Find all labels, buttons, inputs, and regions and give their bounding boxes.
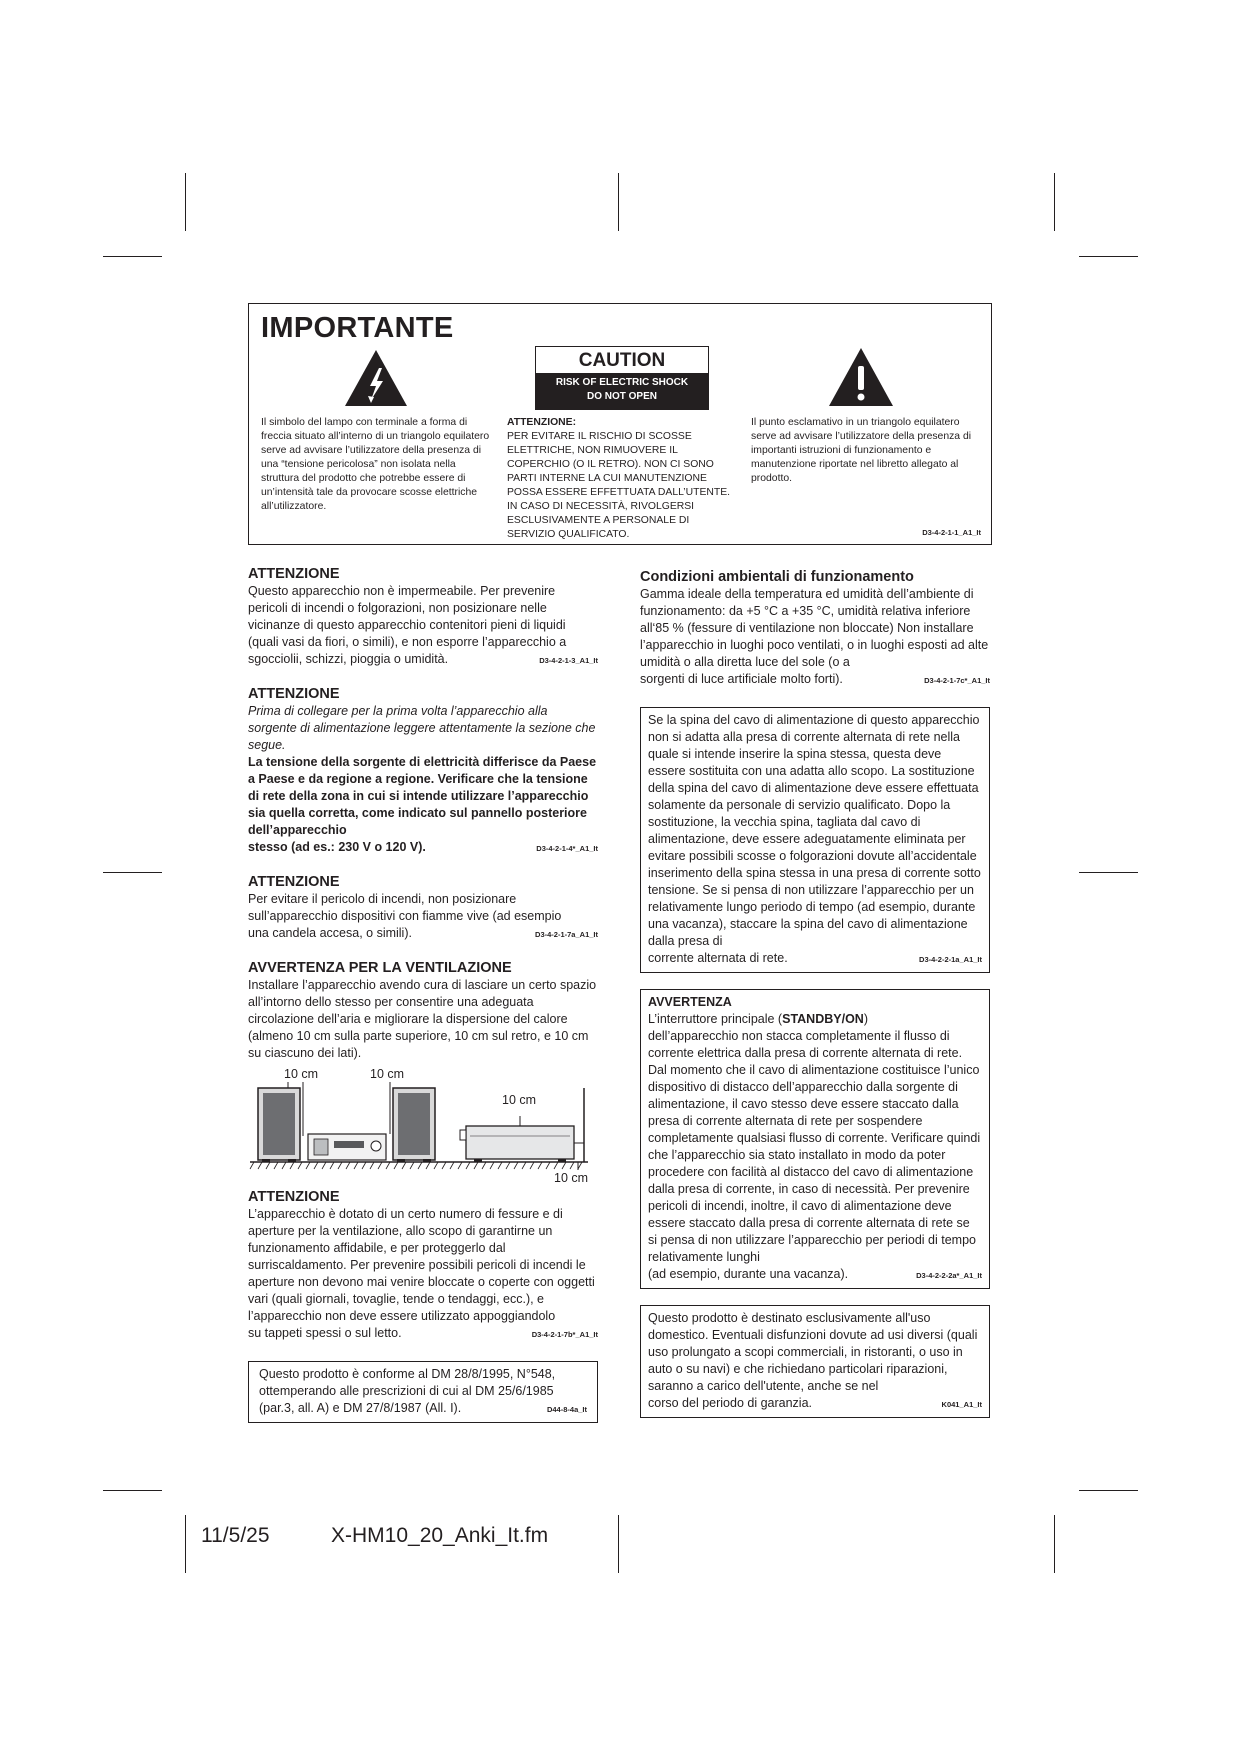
- reference-code: D3-4-2-2-2a*_A1_It: [916, 1271, 982, 1280]
- crop-mark: [185, 1515, 186, 1573]
- caution-sub-line: DO NOT OPEN: [586, 391, 657, 402]
- crop-mark: [1079, 872, 1138, 873]
- crop-mark: [1079, 1490, 1138, 1491]
- box-text: dell’apparecchio non stacca completamente il flusso di corrente elettrica dalla presa di corrente alternata di rete. Dal momento che il cavo di alimentazione costituisce l’unico dispositivo di distacco dell’apparecchio dalla sorgente di alimentazione, il cavo stesso deve essere staccato dalla presa di corrente alternata di rete per sospendere completamente qualsiasi flusso di corrente. Verificare quindi che l’apparecchio sia stato installato in modo da poter procedere con facilità al distacco del cavo di alimentazione dalla presa di corrente, in caso di necessità. Per prevenire pericoli di incendi, inoltre, il cavo di alimentazione deve essere staccato dalla presa di corrente alternata di rete se si pensa di non utilizzare l’apparecchio per periodi di tempo relativamente lunghi: [648, 1029, 981, 1264]
- importante-box: [248, 303, 992, 545]
- operating-conditions-section: [640, 568, 990, 689]
- dm-conformity-box: [248, 1361, 598, 1423]
- ventilation-illustration: [248, 1066, 598, 1186]
- attenzione-voltage-section: [248, 685, 598, 857]
- exclamation-warning-icon: [827, 346, 895, 408]
- reference-code: D3-4-2-2-1a_A1_It: [919, 955, 982, 964]
- section-bold-text: La tensione della sorgente di elettricità differisce da Paese a Paese e da regione a regione. Verificare che la tensione di rete della zona in cui si intende utilizzare l’apparecchio sia quella corretta, come indicato sul pannello posteriore dell’apparecchio: [248, 755, 597, 837]
- crop-mark: [103, 256, 162, 257]
- crop-mark: [1054, 1515, 1055, 1573]
- dimension-label: 10 cm: [554, 1171, 589, 1185]
- reference-code: D3-4-2-1-1_A1_It: [922, 528, 981, 537]
- section-text: L’apparecchio è dotato di un certo numero di fessure e di aperture per la ventilazione, allo scopo di garantirne un funzionamento affidabile, e per proteggerlo dal surriscaldamento. Per prevenire possibili pericoli di incendi le aperture non devono mai venire bloccate o coperte con oggetti vari (quali giornali, tovaglie, tende o tendaggi, ecc.), e l’apparecchio non deve essere utilizzato appoggiandolo: [248, 1207, 595, 1323]
- section-text: Per evitare il pericolo di incendi, non posizionare sull’apparecchio dispositivi con fiamme vive (ad esempio: [248, 892, 562, 923]
- box-text-intro-end: ): [863, 1012, 868, 1026]
- section-heading: ATTENZIONE: [248, 1189, 340, 1205]
- box-heading: AVVERTENZA: [648, 995, 732, 1009]
- crop-mark: [103, 1490, 162, 1491]
- crop-mark: [103, 872, 162, 873]
- caution-sub-line: RISK OF ELECTRIC SHOCK: [555, 377, 689, 388]
- section-italic-text: Prima di collegare per la prima volta l’apparecchio alla sorgente di alimentazione leggere attentamente la sezione che segue.: [248, 704, 596, 752]
- box-text: Questo prodotto è destinato esclusivamente all'uso domestico. Eventuali disfunzioni dovute ad usi diversi (quali uso prolungato a scopi commerciali, in ristoranti, o uso in auto o su navi) e che richiedano particolari riparazioni, saranno a carico dell'utente, anche se nel: [648, 1311, 978, 1393]
- lightning-warning-icon: [343, 348, 409, 408]
- box-text: Se la spina del cavo di alimentazione di questo apparecchio non si adatta alla presa di corrente alternata di rete nella quale si intende inserire la spina stessa, questa deve essere sostituita con una adatta allo scopo. La sostituzione della spina del cavo di alimentazione deve essere effettuata solamente da personale di servizio qualificato. Dopo la sostituzione, la vecchia spina, tagliata dal cavo di alimentazione, deve essere adeguatamente eliminata per evitare possibili scosse o folgorazioni dovute all’accidentale inserimento della spina stessa in una presa di corrente sotto tensione. Se si pensa di non utilizzare l’apparecchio per un relativamente lungo periodo di tempo (ad esempio, durante una vacanza), staccare la spina del cavo di alimentazione dalla presa di: [648, 713, 981, 948]
- exclamation-symbol-description: Il punto esclamativo in un triangolo equilatero serve ad avvisare l’utilizzatore della presenza di importanti istruzioni di funzionamento e manutenzione riportate nel libretto allegato al prodotto.: [751, 417, 972, 484]
- section-heading: Condizioni ambientali di funzionamento: [640, 569, 914, 585]
- caution-text: PER EVITARE IL RISCHIO DI SCOSSE ELETTRICHE, NON RIMUOVERE IL COPERCHIO (O IL RETRO). NON CI SONO PARTI INTERNE LA CUI MANUTENZIONE POSSA ESSERE EFFETTUATA DALL’UTENTE. IN CASO DI NECESSITÀ, RIVOLGERSI ESCLUSIVAMENTE A PERSONALE DI SERVIZIO QUALIFICATO.: [507, 431, 731, 540]
- attenzione-water-section: [248, 565, 598, 669]
- reference-code: D3-4-2-1-7c*_A1_It: [924, 676, 990, 685]
- crop-mark: [1079, 256, 1138, 257]
- box-text: (par.3, all. A) e DM 27/8/1987 (All. I).: [259, 1401, 462, 1415]
- lightning-symbol-description: Il simbolo del lampo con terminale a forma di freccia situato all’interno di un triangolo equilatero serve ad avvisare l’utilizzatore della presenza di una “tensione pericolosa” non isolata nella struttura del prodotto che potrebbe essere di un’intensità tale da provocare scosse elettriche all’utilizzatore.: [261, 417, 490, 512]
- section-text: sorgenti di luce artificiale molto forti).: [640, 672, 843, 686]
- right-column: [640, 565, 990, 1418]
- attenzione-flame-section: [248, 873, 598, 943]
- plug-replacement-box: [640, 707, 990, 973]
- section-text: Gamma ideale della temperatura ed umidità dell’ambiente di funzionamento: da +5 °C a +35 °C, umidità relativa inferiore all‘85 % (fessure di ventilazione non bloccate) Non installare l’apparecchio in luoghi poco ventilati, o in luoghi esposti ad alte umidità o alla diretta luce del sole (o a: [640, 587, 989, 669]
- reference-code: D44-8-4a_It: [546, 1405, 587, 1414]
- importante-title: IMPORTANTE: [261, 312, 454, 344]
- reference-code: K041_A1_It: [941, 1400, 982, 1409]
- dimension-label: 10 cm: [370, 1067, 405, 1081]
- section-heading: AVVERTENZA PER LA VENTILAZIONE: [248, 960, 512, 976]
- caution-description: [507, 416, 739, 542]
- caution-subtext: [536, 373, 708, 409]
- section-heading: ATTENZIONE: [248, 874, 340, 890]
- left-column: [248, 565, 598, 1423]
- ventilation-diagram: [248, 1066, 598, 1186]
- box-text-intro: L’interruttore principale (: [648, 1012, 783, 1026]
- reference-code: D3-4-2-1-3_A1_It: [539, 656, 598, 665]
- footer-date: 11/5/25: [201, 1524, 270, 1547]
- section-text: Questo apparecchio non è impermeabile. Per prevenire pericoli di incendi o folgorazioni, non posizionare nelle vicinanze di questo apparecchio contenitori pieni di liquidi (quali vasi da fiori, o simili), e non esporre l’apparecchio a: [248, 584, 567, 649]
- reference-code: D3-4-2-1-4*_A1_It: [536, 844, 598, 853]
- box-text: corrente alternata di rete.: [648, 951, 788, 965]
- section-text: su tappeti spessi o sul letto.: [248, 1326, 402, 1340]
- box-text: [648, 1011, 982, 1028]
- section-text: sgocciolii, schizzi, pioggia o umidità.: [248, 652, 449, 666]
- crop-mark: [618, 173, 619, 231]
- domestic-use-box: [640, 1305, 990, 1418]
- footer-filename: X-HM10_20_Anki_It.fm: [331, 1524, 549, 1547]
- caution-heading: ATTENZIONE:: [507, 417, 577, 428]
- attenzione-openings-section: [248, 1188, 598, 1343]
- standby-on-label: STANDBY/ON: [782, 1012, 864, 1026]
- ventilation-section: [248, 959, 598, 1186]
- caution-word: CAUTION: [578, 350, 666, 371]
- box-text: corso del periodo di garanzia.: [648, 1396, 812, 1410]
- avvertenza-box: [640, 989, 990, 1289]
- dimension-label: 10 cm: [284, 1067, 319, 1081]
- dimension-label: 10 cm: [502, 1093, 537, 1107]
- section-text: una candela accesa, o simili).: [248, 926, 412, 940]
- reference-code: D3-4-2-1-7a_A1_It: [535, 930, 598, 939]
- section-text: Installare l’apparecchio avendo cura di lasciare un certo spazio all’intorno dello stesso per consentire una adeguata circolazione dell’aria e migliorare la dispersione del calore (almeno 10 cm sulla parte superiore, 10 cm sul retro, e 10 cm su ciascuno dei lati).: [248, 978, 597, 1060]
- reference-code: D3-4-2-1-7b*_A1_It: [531, 1330, 598, 1339]
- section-bold-text: stesso (ad es.: 230 V o 120 V).: [248, 840, 426, 854]
- caution-label: [535, 346, 709, 410]
- crop-mark: [618, 1515, 619, 1573]
- crop-mark: [185, 173, 186, 231]
- box-text: Questo prodotto è conforme al DM 28/8/1995, N°548, ottemperando alle prescrizioni di cui al DM 25/6/1985: [259, 1367, 556, 1398]
- crop-mark: [1054, 173, 1055, 231]
- section-heading: ATTENZIONE: [248, 686, 340, 702]
- section-heading: ATTENZIONE: [248, 566, 340, 582]
- box-text: (ad esempio, durante una vacanza).: [648, 1267, 849, 1281]
